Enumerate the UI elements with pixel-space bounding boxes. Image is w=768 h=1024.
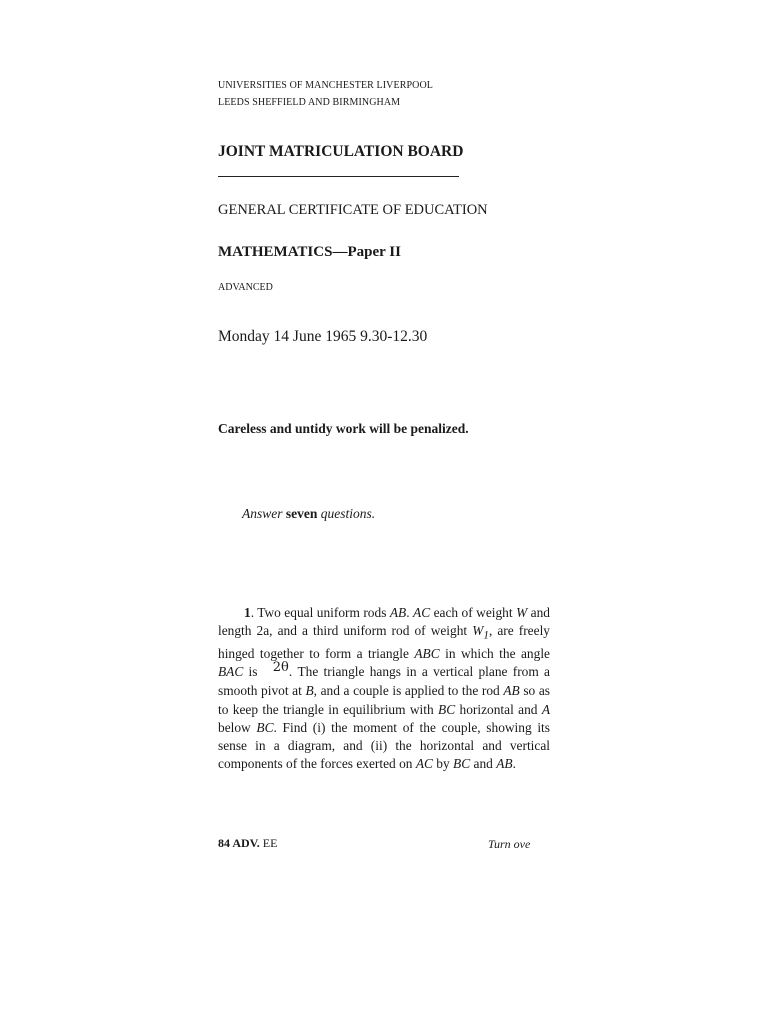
q-text: . Two equal uniform rods xyxy=(250,605,390,620)
q-text: and length 2a, and a third uniform rod of weight xyxy=(218,605,550,639)
instruction xyxy=(242,506,375,522)
q-var: AB xyxy=(496,756,513,772)
certificate-title: GENERAL CERTIFICATE OF EDUCATION xyxy=(218,202,488,218)
q-text: horizontal and xyxy=(455,701,542,717)
instruction-pre: Answer xyxy=(242,506,286,521)
q-text: . Find (i) the moment of the couple, showing its sense in a diagram, and (ii) the horizontal and vertical components of the forces exerted on xyxy=(218,719,550,772)
q-text: , and a couple is applied to the rod xyxy=(313,683,504,699)
q-text: each of weight xyxy=(430,605,517,620)
paper-code-rest: EE xyxy=(259,836,278,850)
board-title: JOINT MATRICULATION BOARD xyxy=(218,143,464,160)
q-var: W xyxy=(472,623,484,639)
q-var: W xyxy=(516,605,528,620)
paper-code xyxy=(218,836,277,851)
q-var: B xyxy=(305,683,314,699)
q-text: so as to keep the triangle in equilibrium with xyxy=(218,683,550,717)
q-var: BC xyxy=(256,719,274,735)
q-text: . xyxy=(406,605,414,620)
q-var: AC xyxy=(415,756,433,772)
q-text: by xyxy=(432,756,454,772)
universities-line-1: UNIVERSITIES OF MANCHESTER LIVERPOOL xyxy=(218,80,433,91)
q-text: . The triangle hangs in a vertical plane from a smooth pivot at xyxy=(218,664,550,699)
q-subscript: 1 xyxy=(483,629,489,642)
instruction-emphasis: seven xyxy=(285,506,318,521)
q-angle-formula: 2θ xyxy=(272,660,289,676)
paper-code-bold: 84 ADV. xyxy=(218,836,260,850)
exam-date: Monday 14 June 1965 9.30-12.30 xyxy=(218,328,428,345)
q-var: BC xyxy=(453,756,471,772)
instruction-post: questions. xyxy=(317,506,376,521)
q-var: BC xyxy=(438,701,456,717)
q-text: below xyxy=(218,719,257,735)
q-var: AC xyxy=(413,605,431,620)
q-text: . xyxy=(512,756,516,772)
q-text: , are freely hinged together to form a triangle xyxy=(218,623,550,662)
q-text: is xyxy=(243,664,263,680)
q-var: BAC xyxy=(218,664,244,680)
warning-notice: Careless and untidy work will be penalized. xyxy=(218,421,469,436)
q-var: ABC xyxy=(414,646,440,662)
universities-line-2: LEEDS SHEFFIELD AND BIRMINGHAM xyxy=(218,97,401,108)
turn-over-note: Turn ove xyxy=(488,837,531,851)
q-var: AB xyxy=(503,683,520,699)
title-underline xyxy=(218,176,459,177)
q-var: A xyxy=(541,701,551,717)
subject-title: MATHEMATICS—Paper II xyxy=(218,244,401,260)
question-number: 1 xyxy=(244,605,251,620)
q-text: in which the angle xyxy=(439,646,550,662)
level-label: ADVANCED xyxy=(218,282,273,293)
q-var: AB xyxy=(389,605,407,620)
question-1 xyxy=(218,604,550,774)
q-text: and xyxy=(470,756,497,772)
